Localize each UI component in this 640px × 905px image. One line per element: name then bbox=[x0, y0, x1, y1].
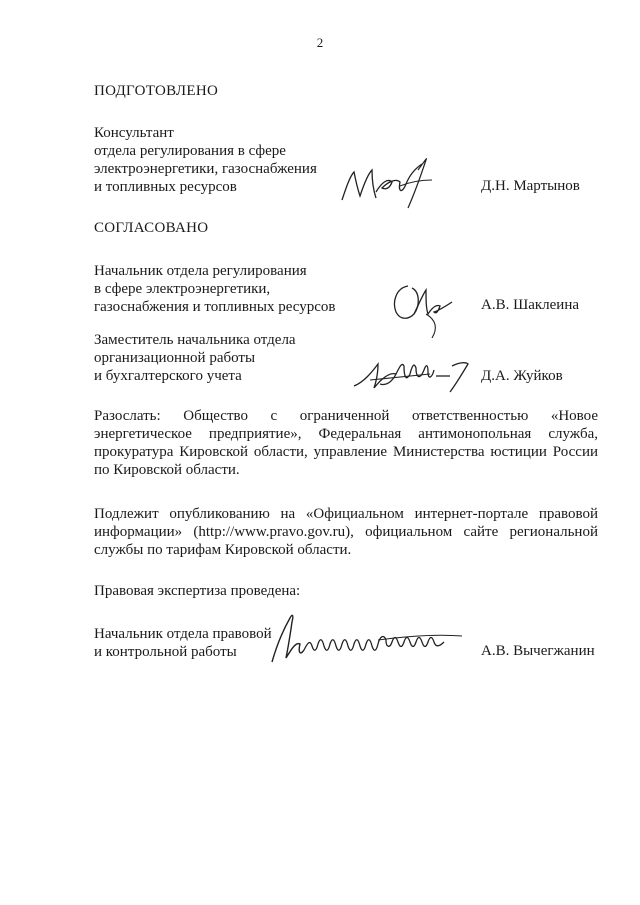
paragraph-line: прокуратура Кировской области, управление Министерства юстиции России bbox=[94, 444, 598, 460]
signature-vychegzhanin bbox=[268, 608, 464, 668]
paragraph-line: службы по тарифам Кировской области. bbox=[94, 542, 352, 558]
signature-zhuikov bbox=[350, 352, 474, 396]
position-line: Начальник отдела регулирования bbox=[94, 263, 307, 279]
paragraph-line: информации» (http://www.pravo.gov.ru), официальном сайте региональной bbox=[94, 524, 598, 540]
paragraph-line: по Кировской области. bbox=[94, 462, 240, 478]
prepared-name: Д.Н. Мартынов bbox=[481, 178, 580, 194]
paragraph-line: энергетическое предприятие», Федеральная антимонопольная служба, bbox=[94, 426, 598, 442]
page-number: 2 bbox=[316, 35, 324, 50]
position-line: Консультант bbox=[94, 125, 174, 141]
position-line: Начальник отдела правовой bbox=[94, 626, 272, 642]
position-line: и бухгалтерского учета bbox=[94, 368, 242, 384]
publication-paragraph bbox=[94, 505, 598, 559]
position-line: и контрольной работы bbox=[94, 644, 237, 660]
position-line: отдела регулирования в сфере bbox=[94, 143, 286, 159]
position-line: газоснабжения и топливных ресурсов bbox=[94, 299, 336, 315]
signatory-2-name: Д.А. Жуйков bbox=[481, 368, 563, 384]
prepared-heading: ПОДГОТОВЛЕНО bbox=[94, 83, 219, 99]
signatory-2-position bbox=[94, 331, 296, 385]
position-line: электроэнергетики, газоснабжения bbox=[94, 161, 317, 177]
paragraph-line: Подлежит опубликованию на «Официальном интернет-портале правовой bbox=[94, 506, 598, 522]
paragraph-line: Разослать: Общество с ограниченной ответственностью «Новое bbox=[94, 408, 598, 424]
signature-shakleina bbox=[386, 276, 466, 346]
signatory-1-position bbox=[94, 262, 336, 316]
agreed-heading: СОГЛАСОВАНО bbox=[94, 220, 209, 236]
legal-review-text: Правовая экспертиза проведена: bbox=[94, 583, 301, 599]
distribution-paragraph bbox=[94, 407, 598, 479]
position-line: Заместитель начальника отдела bbox=[94, 332, 296, 348]
legal-review-name: А.В. Вычегжанин bbox=[481, 643, 595, 659]
prepared-position bbox=[94, 124, 317, 196]
signature-martynov bbox=[336, 152, 446, 212]
signatory-1-name: А.В. Шаклеина bbox=[481, 297, 580, 313]
position-line: в сфере электроэнергетики, bbox=[94, 281, 271, 297]
position-line: и топливных ресурсов bbox=[94, 179, 237, 195]
legal-review-position bbox=[94, 625, 272, 661]
position-line: организационной работы bbox=[94, 350, 256, 366]
